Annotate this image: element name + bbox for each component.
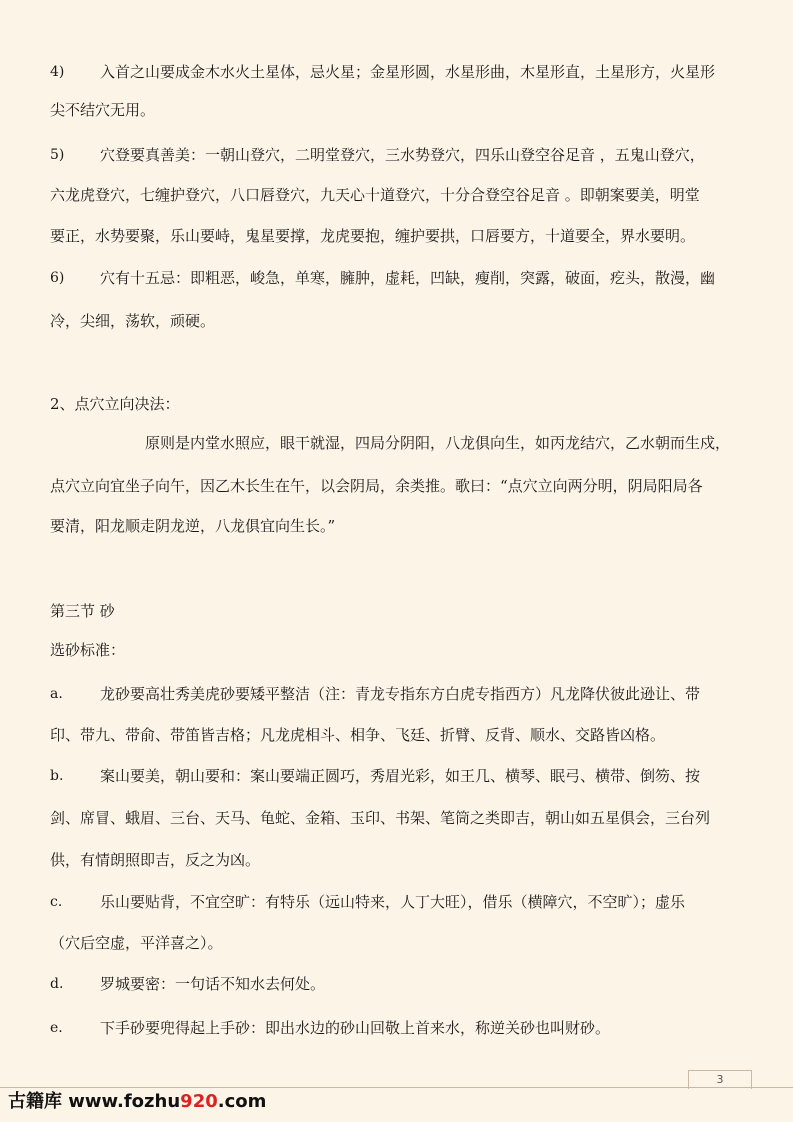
paragraph-line: 点穴立向宜坐子向午，因乙木长生在午，以会阴局，余类推。歌曰：“点穴立向两分明，阴局阳局各 [50,477,703,495]
paragraph-line: 供，有情朗照即吉，反之为凶。 [50,851,261,869]
section-heading: 第三节 砂 [50,602,115,620]
paragraph-line: 要正，水势要聚，乐山要峙，鬼星要撑，龙虎要抱，缠护要拱，口唇要方，十道要全，界水要明。 [50,227,696,245]
paragraph-line: 印、带九、带俞、带笛皆吉格；凡龙虎相斗、相争、飞廷、折臂、反背、顺水、交路皆凶格。 [50,726,666,744]
paragraph-line: 入首之山要成金木水火土星体，忌火星；金星形圆，水星形曲，木星形直，土星形方，火星形 [100,63,716,81]
list-number: b. [50,768,64,784]
footer-rule [0,1087,793,1088]
list-number: e. [50,1020,63,1036]
list-number: 5) [50,147,65,163]
paragraph-line: 原则是内堂水照应，眼干就湿，四局分阴阳，八龙俱向生，如丙龙结穴，乙水朝而生戍， [145,434,731,452]
paragraph-line: 穴登要真善美：一朝山登穴，二明堂登穴，三水势登穴，四乐山登空谷足音 ，五鬼山登穴， [100,146,705,164]
watermark-url-a: www.fozhu [68,1091,181,1112]
list-number: d. [50,976,64,992]
paragraph-line: 尖不结穴无用。 [50,101,156,119]
list-number: a. [50,686,63,702]
paragraph-line: 穴有十五忌：即粗恶，峻急，单寒，臃肿，虚耗，凹缺，瘦削，突露，破面，疙头，散漫，幽 [100,269,716,287]
list-number: 4) [50,64,65,80]
watermark [8,1090,266,1114]
section-heading: 2、点穴立向决法： [50,395,180,413]
page-number: 3 [688,1070,752,1089]
paragraph-line: 案山要美，朝山要和：案山要端正圆巧，秀眉光彩，如王几、横琴、眠弓、横带、倒笏、按 [100,767,701,785]
list-number: c. [50,894,63,910]
paragraph-line: 冷，尖细，荡软，顽硬。 [50,312,216,330]
paragraph-line: 要清，阳龙顺走阴龙逆，八龙俱宜向生长。” [50,517,336,535]
watermark-url-b: 920 [180,1091,218,1112]
paragraph-line: 六龙虎登穴，七缠护登穴，八口唇登穴，九天心十道登穴，十分合登空谷足音 。即朝案要美，明堂 [50,186,700,204]
paragraph-line: （穴后空虚，平洋喜之）。 [50,934,223,952]
paragraph-line: 剑、席冒、蛾眉、三台、天马、龟蛇、金箱、玉印、书架、笔筒之类即吉，朝山如五星俱会，三台列 [50,809,711,827]
list-number: 6) [50,270,65,286]
paragraph-line: 龙砂要高壮秀美虎砂要矮平整洁（注：青龙专指东方白虎专指西方）凡龙降伏彼此逊让、带 [100,685,701,703]
watermark-url-c: .com [217,1091,267,1112]
paragraph-line: 下手砂要兜得起上手砂：即出水边的砂山回敬上首来水，称逆关砂也叫财砂。 [100,1019,611,1037]
paragraph-line: 罗城要密：一句话不知水去何处。 [100,975,326,993]
watermark-name: 古籍库 [8,1091,62,1112]
paragraph-line: 乐山要贴背，不宜空旷：有特乐（远山特来，人丁大旺），借乐（横障穴，不空旷）；虚乐 [100,893,686,911]
subheading: 选砂标准： [50,641,126,659]
